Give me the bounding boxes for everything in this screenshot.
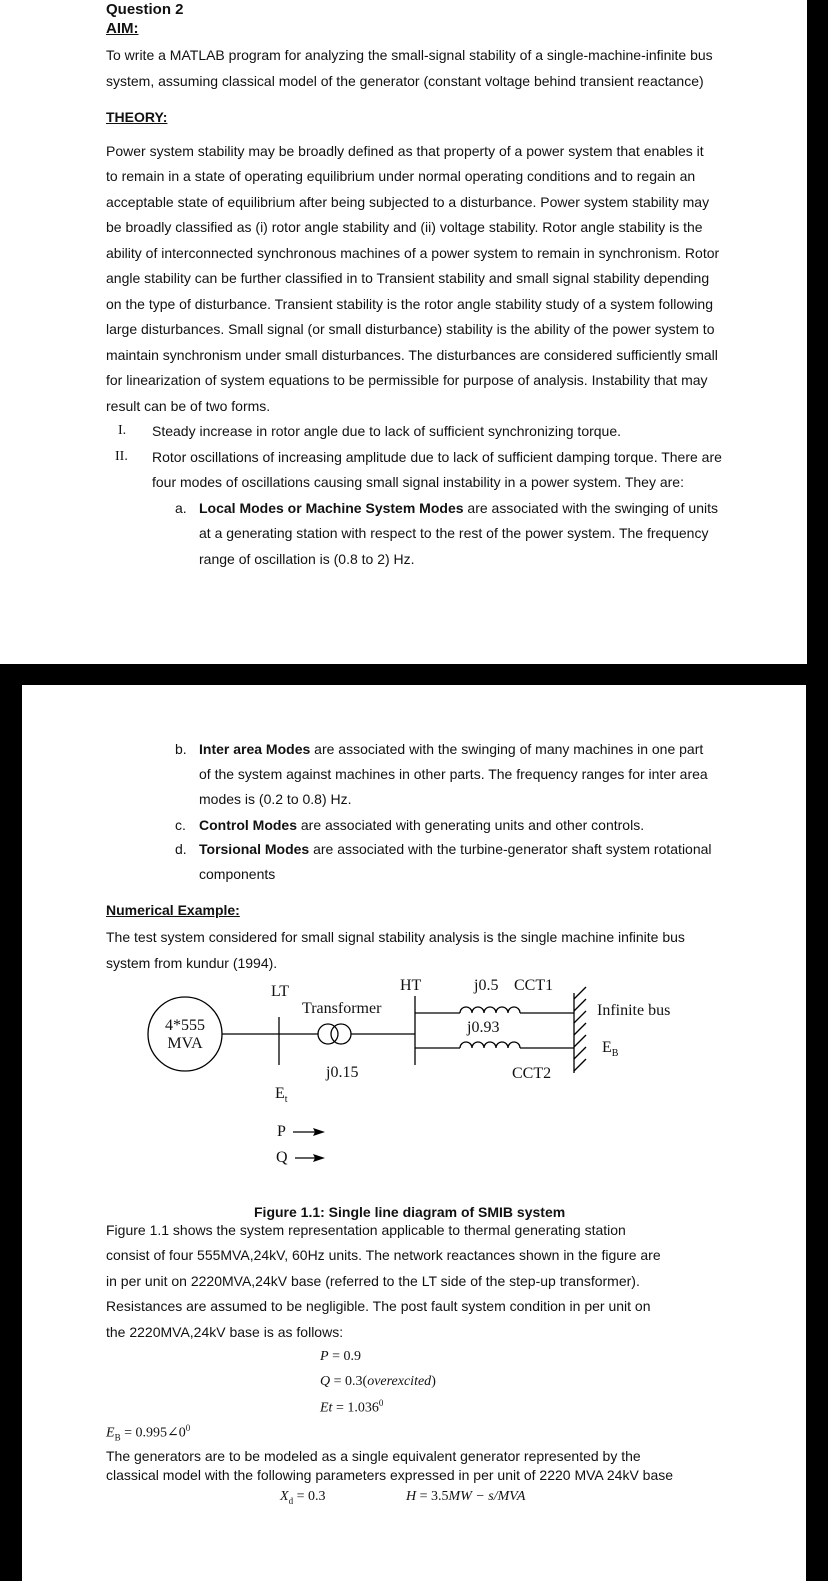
infinite-bus-hatch xyxy=(574,1011,586,1023)
mode-title: Inter area Modes xyxy=(199,741,311,757)
infinite-bus-hatch xyxy=(574,1059,586,1071)
ht-label: HT xyxy=(400,977,422,994)
infinite-bus-hatch xyxy=(574,987,586,999)
numerical-text: The test system considered for small signal stability analysis is the single machine infinite bus xyxy=(106,929,685,945)
cct2-inductor xyxy=(460,1042,520,1048)
figure-description: in per unit on 2220MVA,24kV base (referred to the LT side of the step-up transformer). xyxy=(106,1273,640,1289)
list-item: four modes of oscillations causing small signal instability in a power system. They are: xyxy=(152,474,684,490)
mode-letter: b. xyxy=(175,741,187,757)
theory-text: on the type of disturbance. Transient stability is the rotor angle stability study of a system following xyxy=(106,296,713,312)
mode-text: are associated with the turbine-generator shaft system rotational xyxy=(309,841,712,857)
list-marker: I. xyxy=(118,423,127,438)
mode-title: Local Modes or Machine System Modes xyxy=(199,500,464,516)
figure-description: Resistances are assumed to be negligible. The post fault system condition in per unit on xyxy=(106,1298,651,1314)
cct1-reactance: j0.5 xyxy=(474,977,499,994)
model-text: The generators are to be modeled as a single equivalent generator represented by the xyxy=(106,1448,641,1464)
equation-et: $Et = 1.036^0$ xyxy=(320,1398,384,1416)
infinite-bus-hatch xyxy=(574,1023,586,1035)
theory-text: to remain in a state of operating equilibrium under normal operating conditions and to regain an xyxy=(106,168,696,184)
mode-title: Control Modes xyxy=(199,817,297,833)
mode-letter: d. xyxy=(175,841,187,857)
mode-letter: a. xyxy=(175,500,187,516)
figure-description: the 2220MVA,24kV base is as follows: xyxy=(106,1324,344,1340)
mode-letter: c. xyxy=(175,817,186,833)
mode-item xyxy=(199,500,718,516)
theory-text: maintain synchronism under small disturbances. The disturbances are considered sufficiently small xyxy=(106,347,718,363)
infinite-bus-label: Infinite bus xyxy=(597,1002,671,1019)
mode-text: are associated with the swinging of many machines in one part xyxy=(310,741,704,757)
mode-text: modes is (0.2 to 0.8) Hz. xyxy=(199,791,352,807)
document-page-1 xyxy=(0,0,807,664)
list-item: Rotor oscillations of increasing amplitude due to lack of sufficient damping torque. There are xyxy=(152,449,722,465)
theory-text: large disturbances. Small signal (or small disturbance) stability is the ability of the power system to xyxy=(106,321,715,337)
numerical-text: system from kundur (1994). xyxy=(106,955,278,971)
mode-text: components xyxy=(199,866,276,882)
p-label: P xyxy=(277,1123,286,1140)
generator-label: MVA xyxy=(167,1035,203,1052)
model-text: classical model with the following parameters expressed in per unit of 2220 MVA 24kV base xyxy=(106,1467,674,1483)
transformer-coil-left xyxy=(318,1024,338,1044)
diagram-lines xyxy=(22,685,806,1205)
theory-text: acceptable state of equilibrium after being subjected to a disturbance. Power system stability may xyxy=(106,194,710,210)
theory-text: be broadly classified as (i) rotor angle stability and (ii) voltage stability. Rotor angle stability is the xyxy=(106,219,703,235)
cct2-label: CCT2 xyxy=(512,1065,552,1082)
mode-title: Torsional Modes xyxy=(199,841,310,857)
equation-eb: $E_B$ = $0.995\angle 0^0$ xyxy=(106,1423,191,1443)
theory-text: ability of interconnected synchronous machines of a power system to remain in synchronism. Rotor xyxy=(106,245,720,261)
theory-heading: THEORY: xyxy=(106,109,168,125)
transformer-reactance: j0.15 xyxy=(326,1064,359,1081)
mode-text: of the system against machines in other parts. The frequency ranges for inter area xyxy=(199,766,708,782)
q-label: Q xyxy=(276,1149,288,1166)
generator-label: 4*555 xyxy=(165,1017,205,1034)
infinite-bus-hatch xyxy=(574,1035,586,1047)
theory-text: for linearization of system equations to be permissible for purpose of analysis. Instability that may xyxy=(106,372,708,388)
cct2-reactance: j0.93 xyxy=(467,1019,500,1036)
document-page-2 xyxy=(22,685,806,1581)
param-h: H = 3.5MW − s/MVA xyxy=(406,1489,526,1504)
figure-description: consist of four 555MVA,24kV, 60Hz units. The network reactances shown in the figure are xyxy=(106,1247,661,1263)
question-title: Question 2 xyxy=(106,1,184,18)
infinite-bus-hatch xyxy=(574,999,586,1011)
equation-p: P = 0.9 xyxy=(320,1349,361,1364)
theory-text: result can be of two forms. xyxy=(106,398,271,414)
theory-text: angle stability can be further classified in to Transient stability and small signal stability depending xyxy=(106,270,710,286)
mode-text: are associated with generating units and other controls. xyxy=(297,817,645,833)
numerical-heading: Numerical Example: xyxy=(106,902,240,918)
cct1-label: CCT1 xyxy=(514,977,554,994)
mode-text: range of oscillation is (0.8 to 2) Hz. xyxy=(199,551,415,567)
mode-text: at a generating station with respect to the rest of the power system. The frequency xyxy=(199,525,709,541)
theory-text: Power system stability may be broadly defined as that property of a power system that enables it xyxy=(106,143,704,159)
eb-label: $E_B$ xyxy=(602,1039,619,1060)
list-item: Steady increase in rotor angle due to lack of sufficient synchronizing torque. xyxy=(152,423,622,439)
single-line-diagram xyxy=(22,685,806,1205)
transformer-label: Transformer xyxy=(302,1000,382,1017)
aim-text: To write a MATLAB program for analyzing the small-signal stability of a single-machine-infinite bus xyxy=(106,47,713,63)
equation-q: Q = 0.3(overexcited) xyxy=(320,1374,436,1389)
param-xd: $X_d = 0.3$ xyxy=(280,1489,326,1506)
figure-description: Figure 1.1 shows the system representation applicable to thermal generating station xyxy=(106,1222,626,1238)
cct1-inductor xyxy=(460,1007,520,1013)
transformer-coil-right xyxy=(331,1024,351,1044)
lt-label: LT xyxy=(271,983,290,1000)
figure-caption: Figure 1.1: Single line diagram of SMIB system xyxy=(254,1204,566,1220)
aim-heading: AIM: xyxy=(106,20,139,37)
list-marker: II. xyxy=(115,449,128,464)
mode-text: are associated with the swinging of units xyxy=(463,500,718,516)
aim-text: system, assuming classical model of the generator (constant voltage behind transient reactance) xyxy=(106,73,704,89)
infinite-bus-hatch xyxy=(574,1047,586,1059)
et-label: $E_t$ xyxy=(275,1085,288,1106)
